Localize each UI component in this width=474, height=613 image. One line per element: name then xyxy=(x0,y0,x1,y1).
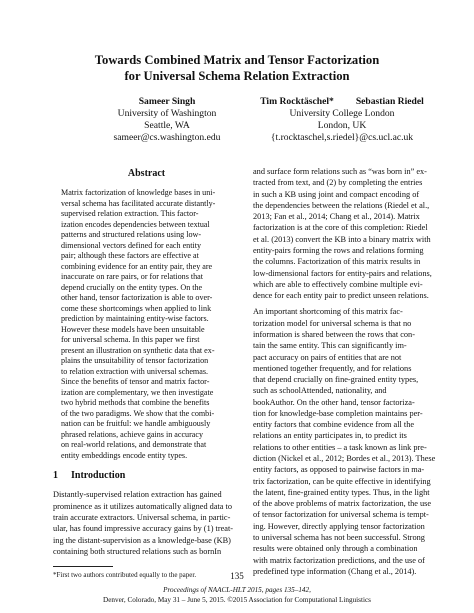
text-line: dence for each entity pair to predict unseen relations. xyxy=(253,291,429,301)
text-line: information is shared between the rows that con- xyxy=(253,329,415,339)
text-line: entity-pairs forming the rows and relations forming xyxy=(253,245,424,255)
text-line: entity factors, as opposed to pairwise factors in ma- xyxy=(253,465,425,475)
section-number: 1 xyxy=(53,470,58,482)
author-name: Sebastian Riedel xyxy=(355,96,424,107)
text-line: low-dimensional factors for entity-pairs and relations, xyxy=(253,268,432,278)
text-line: to universal schema has not been successful. Strong xyxy=(253,533,425,542)
text-line: in such a KB using joint and compact encoding of xyxy=(253,189,420,199)
author-affiliation: University of Washington xyxy=(117,108,217,119)
footer-line: Denver, Colorado, May 31 – June 5, 2015. ©2015 Association for Computational Linguistics xyxy=(103,596,371,604)
text-line: bookAuthor. On the other hand, tensor factoriza- xyxy=(253,397,415,407)
text-line: tracted from text, and (2) by completing the entries xyxy=(253,178,423,188)
title-line: for Universal Schema Relation Extraction xyxy=(124,69,350,83)
paragraph xyxy=(253,306,436,577)
text-line: patterns and structured relations using low- xyxy=(61,230,202,240)
text-line: and surface form relations such as “was born in” ex- xyxy=(253,167,427,176)
text-line: ular, has found impressive accuracy gains by (1) treat- xyxy=(53,524,234,534)
text-line: pair; although these factors are effective at xyxy=(61,251,199,261)
text-line: prominence as it utilizes automatically aligned data to xyxy=(53,501,233,511)
text-line: tion for knowledge-base completion maintains per- xyxy=(253,408,423,418)
text-line: relations to other entities – a task known as link pre- xyxy=(253,442,427,452)
text-line: combining evidence for an entity pair, they are xyxy=(61,261,213,271)
text-line: to relation extraction with universal schemas. xyxy=(61,366,208,376)
text-line: factorization is at the core of this completion: Riedel xyxy=(253,223,428,233)
author-city: Seattle, WA xyxy=(144,120,190,131)
text-line: entity factors that combine evidence from all the xyxy=(253,420,415,430)
author-email: {t.rocktaschel,s.riedel}@cs.ucl.ac.uk xyxy=(270,132,414,143)
text-line: come these shortcomings when applied to link xyxy=(61,303,212,313)
text-line: 2013; Fan et al., 2014; Chang et al., 2014). Matrix xyxy=(253,212,420,222)
text-line: pact accuracy on pairs of entities that are not xyxy=(253,352,402,362)
section-title: Introduction xyxy=(71,470,126,482)
text-line: depend crucially on the entity types. On the xyxy=(61,282,203,292)
text-line: An important shortcoming of this matrix fac- xyxy=(253,307,403,317)
text-line: versal schema has facilitated accurate distantly- xyxy=(61,198,216,208)
text-line: such as schoolAttended, nationality, and xyxy=(253,386,387,396)
paragraph xyxy=(253,166,436,301)
text-line: predefined type information (Chang et al., 2014). xyxy=(253,566,417,576)
text-line: the latent, fine-grained entity types. Thus, in the light xyxy=(253,487,430,497)
text-line: dimensional vectors defined for each entity xyxy=(61,240,202,250)
text-line: with matrix factorization predictions, and the use of xyxy=(253,555,425,565)
text-line: Distantly-supervised relation extraction has gained xyxy=(53,490,222,500)
right-column xyxy=(253,166,436,577)
text-line: two hybrid methods that combine the benefits xyxy=(61,398,210,408)
author-affiliation: University College London xyxy=(289,108,395,119)
text-line: ing the distant-supervision as a knowledge-base (KB) xyxy=(53,535,231,545)
text-line: the columns. Factorization of this matrix results in xyxy=(253,257,421,267)
text-line: of the two paradigms. We show that the combi- xyxy=(61,408,215,418)
author-name: Tim Rocktäschel* xyxy=(260,96,334,107)
text-line: which are able to effectively combine multiple evi- xyxy=(253,279,423,289)
author-names xyxy=(222,96,462,108)
text-line: ization encodes dependencies between textual xyxy=(61,219,210,229)
abstract-body xyxy=(53,188,240,461)
author-block-left xyxy=(92,96,242,144)
text-line: ization are complementary, we then investigate xyxy=(61,387,214,397)
section-heading xyxy=(53,470,240,481)
text-line: entity embeddings encode entity types. xyxy=(61,450,188,460)
author-email: sameer@cs.washington.edu xyxy=(113,132,221,143)
text-line: et al. (2013) convert the KB into a binary matrix with xyxy=(253,234,431,244)
text-line: Matrix factorization of knowledge bases in uni- xyxy=(61,188,216,197)
text-line: phrased relations, achieve gains in accuracy xyxy=(61,429,204,439)
author-name: Sameer Singh xyxy=(138,96,196,107)
text-line: that depend crucially on fine-grained entity types, xyxy=(253,375,419,385)
text-line: for universal schema. In this paper we first xyxy=(61,335,200,345)
text-line: diction (Nickel et al., 2012; Bordes et al., 2013). These xyxy=(253,454,436,464)
text-line: ing. However, directly applying tensor factorization xyxy=(253,521,425,531)
text-line: other hand, tensor factorization is able to over- xyxy=(61,293,213,303)
text-line: of the above problems of matrix factorization, the use xyxy=(253,499,432,509)
paper-title xyxy=(40,52,434,84)
left-column xyxy=(53,168,240,557)
text-line: prediction by maintaining entity-wise factors. xyxy=(61,314,209,324)
text-line: Since the benefits of tensor and matrix factor- xyxy=(61,377,210,387)
text-line: results were obtained only through a combination xyxy=(253,544,418,554)
footnote-rule xyxy=(53,566,113,567)
text-line: containing both structured relations such as bornIn xyxy=(53,546,222,556)
text-line: present an illustration on synthetic data that ex- xyxy=(61,345,215,355)
page-number: 135 xyxy=(230,571,244,581)
text-line: plains the unsuitability of tensor factorization xyxy=(61,356,209,366)
author-block-right xyxy=(222,96,462,144)
text-line: train accurate extractors. Universal schema, in partic- xyxy=(53,513,231,522)
text-line: trix factorization, can be quite effective in identifying xyxy=(253,476,431,486)
intro-body xyxy=(53,489,240,557)
text-line: However these models have been unsuitable xyxy=(61,324,205,334)
text-line: relations an entity participates in, to predict its xyxy=(253,431,407,441)
text-line: mentioned together frequently, and for relations xyxy=(253,363,412,373)
title-line: Towards Combined Matrix and Tensor Factorization xyxy=(94,53,380,67)
text-line: nation can be fruitful: we handle ambiguously xyxy=(61,419,211,429)
text-line: torization model for universal schema is that no xyxy=(253,318,412,328)
text-line: supervised relation extraction. This factor- xyxy=(61,209,199,219)
text-line: tain the same entity. This can significantly im- xyxy=(253,341,407,351)
proceedings-footer xyxy=(0,585,474,605)
author-city: London, UK xyxy=(317,120,367,131)
footnote: *First two authors contributed equally to the paper. xyxy=(53,571,197,579)
text-line: of tensor factorization for universal schema is tempt- xyxy=(253,510,429,520)
footer-line: Proceedings of NAACL-HLT 2015, pages 135–142, xyxy=(163,586,311,594)
abstract-heading: Abstract xyxy=(127,168,166,179)
text-line: inaccurate on rare pairs, or for relations that xyxy=(61,272,204,282)
text-line: on real-world relations, and demonstrate that xyxy=(61,440,207,450)
text-line: the dependencies between the relations (Riedel et al., xyxy=(253,200,430,210)
